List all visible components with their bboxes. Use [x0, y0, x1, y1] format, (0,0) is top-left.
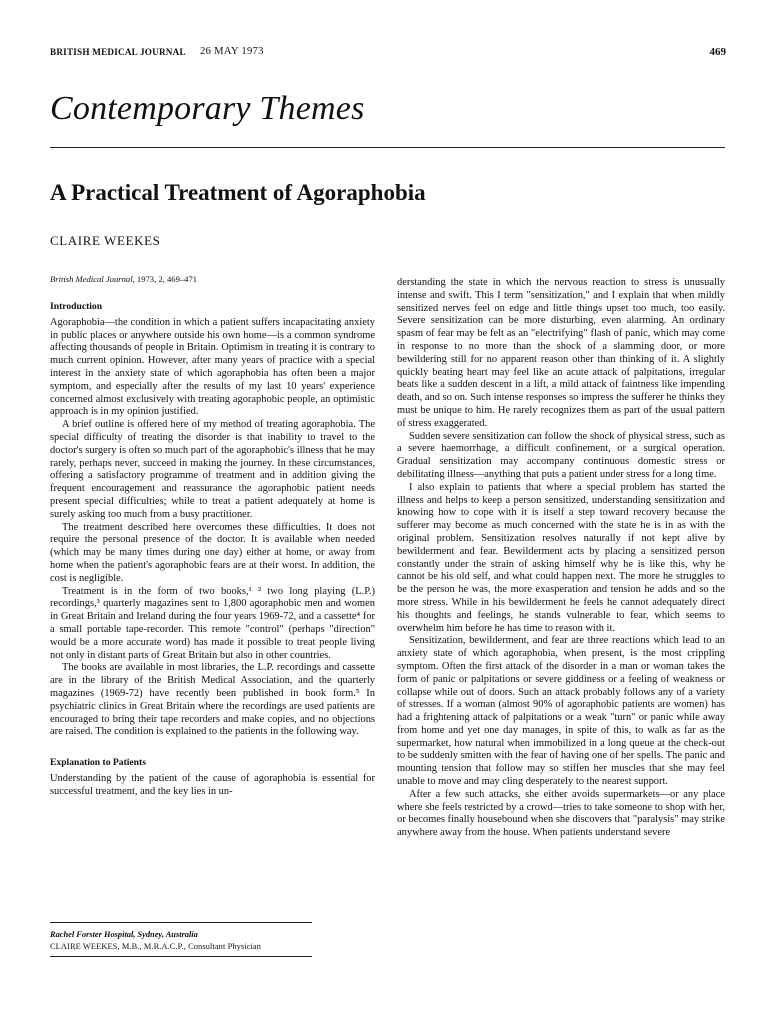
footnote-author: CLAIRE WEEKES, M.B., M.R.A.C.P., Consultant Physician	[50, 942, 262, 951]
paragraph: Agoraphobia—the condition in which a patient suffers incapacitating anxiety in public places or anywhere outside his own home—is a common syndrome affecting thousands of people in Britain. Optimism in treating it is contrary to much current opinion. However, after many years of practice with a special interest in the anxiety state of which agoraphobia has often been a major symptom, and especially after the results of my last 10 years' experience concerned almost exclusively with treating agoraphobic people, an optimistic approach is in my opinion justified.	[50, 316, 375, 418]
footnote-divider	[50, 922, 312, 923]
running-head-date: 26 MAY 1973	[200, 46, 264, 57]
paragraph: Understanding by the patient of the cause of agoraphobia is essential for successful treatment, and the key lies in un-	[50, 772, 375, 797]
paragraph: A brief outline is offered here of my method of treating agoraphobia. The special difficulty of treating the disorder is that inability to travel to the doctor's surgery is often so much part of the agoraphobic's illness that he may rarely, perhaps never, succeed in making the journey. In these circumstances, offering a satisfactory programme of treatment and in addition giving the frequent encouragement and reassurance the agoraphobic patient needs present special difficulties; while to treat a patient adequately at home is surely asking too much from a busy practitioner.	[50, 419, 375, 520]
left-column	[50, 273, 375, 798]
paragraph: Sudden severe sensitization can follow the shock of physical stress, such as a severe haemorrhage, a difficult confinement, or a surgical operation. Gradual sensitization may accompany continuous domestic stress or debilitating illness—anything that puts a patient under stress for a long time.	[397, 430, 725, 480]
paragraph: Treatment is in the form of two books,¹ ² two long playing (L.P.) recordings,³ quarterly magazines sent to 1,800 agoraphobic men and women in Great Britain and Ireland during the four years 1969-72, and a cassette⁴ for a small portable tape-recorder. This remote "control" (perhaps "direction" would be a more accurate word) has made it possible to treat people living not only in distant parts of Great Britain but also in other countries.	[50, 585, 375, 661]
footnote-institution: Rachel Forster Hospital, Sydney, Australia	[50, 930, 198, 939]
page-number: 469	[709, 46, 726, 58]
citation-journal: British Medical Journal	[50, 274, 133, 284]
paragraph: The treatment described here overcomes these difficulties. It does not require the personal presence of the doctor. It is available when needed (which may be many times during one day) either at home, or away from home when the patient's agoraphobic fears are at their worst. In addition, the cost is negligible.	[50, 521, 375, 584]
running-head	[50, 47, 726, 61]
running-head-journal: BRITISH MEDICAL JOURNAL	[50, 47, 186, 57]
paragraph: I also explain to patients that where a special problem has started the illness and helps to keep a person sensitized, understanding sensitization and knowing how to cope with it is itself a step toward recovery because the sufferer may become as much concerned with the state he is in as with the original problem. Sensitization resolves naturally if not kept alive by bewilderment and fear. Bewilderment acts by placing a sensitized person constantly under the strain of asking himself why he is like this, why he cannot be his old self, and what could happen next. The more he struggles to be the person he was, the more exasperation and tension he adds and so the more stress. While in his bewilderment he feels he cannot adequately direct his thoughts and feelings, he stands vulnerable to fear, which seems to overwhelm him before he has time to reason with it.	[397, 481, 725, 634]
section-divider	[50, 147, 725, 148]
paragraph: The books are available in most libraries, the L.P. recordings and cassette are in the library of the British Medical Association, and the quarterly magazines (1969-72) have recently been published in book form.⁵ In psychiatric clinics in Great Britain where the recordings are used patients are encouraged to bring their tape recorders and make copies, and no objections are raised. The condition is explained to the patients in the following way.	[50, 662, 375, 738]
article-title: A Practical Treatment of Agoraphobia	[50, 180, 426, 205]
citation-details: , 1973, 2, 469–471	[132, 274, 198, 284]
paragraph: After a few such attacks, she either avoids supermarkets—or any place where she feels restricted by a crowd—tries to take someone to shop with her, or becomes finally housebound when she discovers that "paralysis" may strike anywhere away from the house. When patients understand severe	[397, 788, 725, 839]
heading-introduction: Introduction	[50, 301, 103, 312]
footnote-divider-bottom	[50, 956, 312, 957]
heading-explanation: Explanation to Patients	[50, 757, 146, 769]
right-column	[397, 277, 725, 840]
paragraph: derstanding the state in which the nervous reaction to stress is unusually intense and swift. This I term "sensitization," and I explain that when mildly sensitized nerves feel on edge and little things upset too much, too easily. Severe sensitization can be more disturbing, even alarming. An ordinary spasm of fear may be felt as an "electrifying" flash of panic, which may come in response to no more than the shock of a slamming door, or more bewildering still for no apparent reason other than thinking of it. A slightly quickly beating heart may feel like an acute attack of palpitations, irregular beats like a sudden descent in a lift, a mild attack of faintness like impending death, and so on. Such intense responses so impress the sufferer he thinks they must be unique to him. He rarely recognizes them as part of the usual pattern of stress exaggerated.	[397, 277, 725, 429]
section-title: Contemporary Themes	[50, 90, 365, 127]
citation	[50, 273, 375, 285]
article-author: CLAIRE WEEKES	[50, 233, 161, 248]
paragraph: Sensitization, bewilderment, and fear are three reactions which lead to an anxiety state of which agoraphobia, when present, is the most crippling symptom. Often the first attack of the disorder in a man or woman takes the form of panic or palpitations or severe giddiness or a feeling of weakness or collapse while out of doors. Such an attack probably follows any of a variety of stresses. If a woman (almost 90% of agoraphobic patients are women) has had a frightening attack of palpitations or a weak "turn" or panic while away from home and yet one day manages, in spite of this, to walk as far as the supermarket, how natural when immobilized in a long queue at the check-out to be suddenly smitten with the fear of having one of her spells. The panic and mounting tension that follow may so stiffen her muscles that she may feel unable to move and may cling desperately to the nearest support.	[397, 635, 725, 788]
